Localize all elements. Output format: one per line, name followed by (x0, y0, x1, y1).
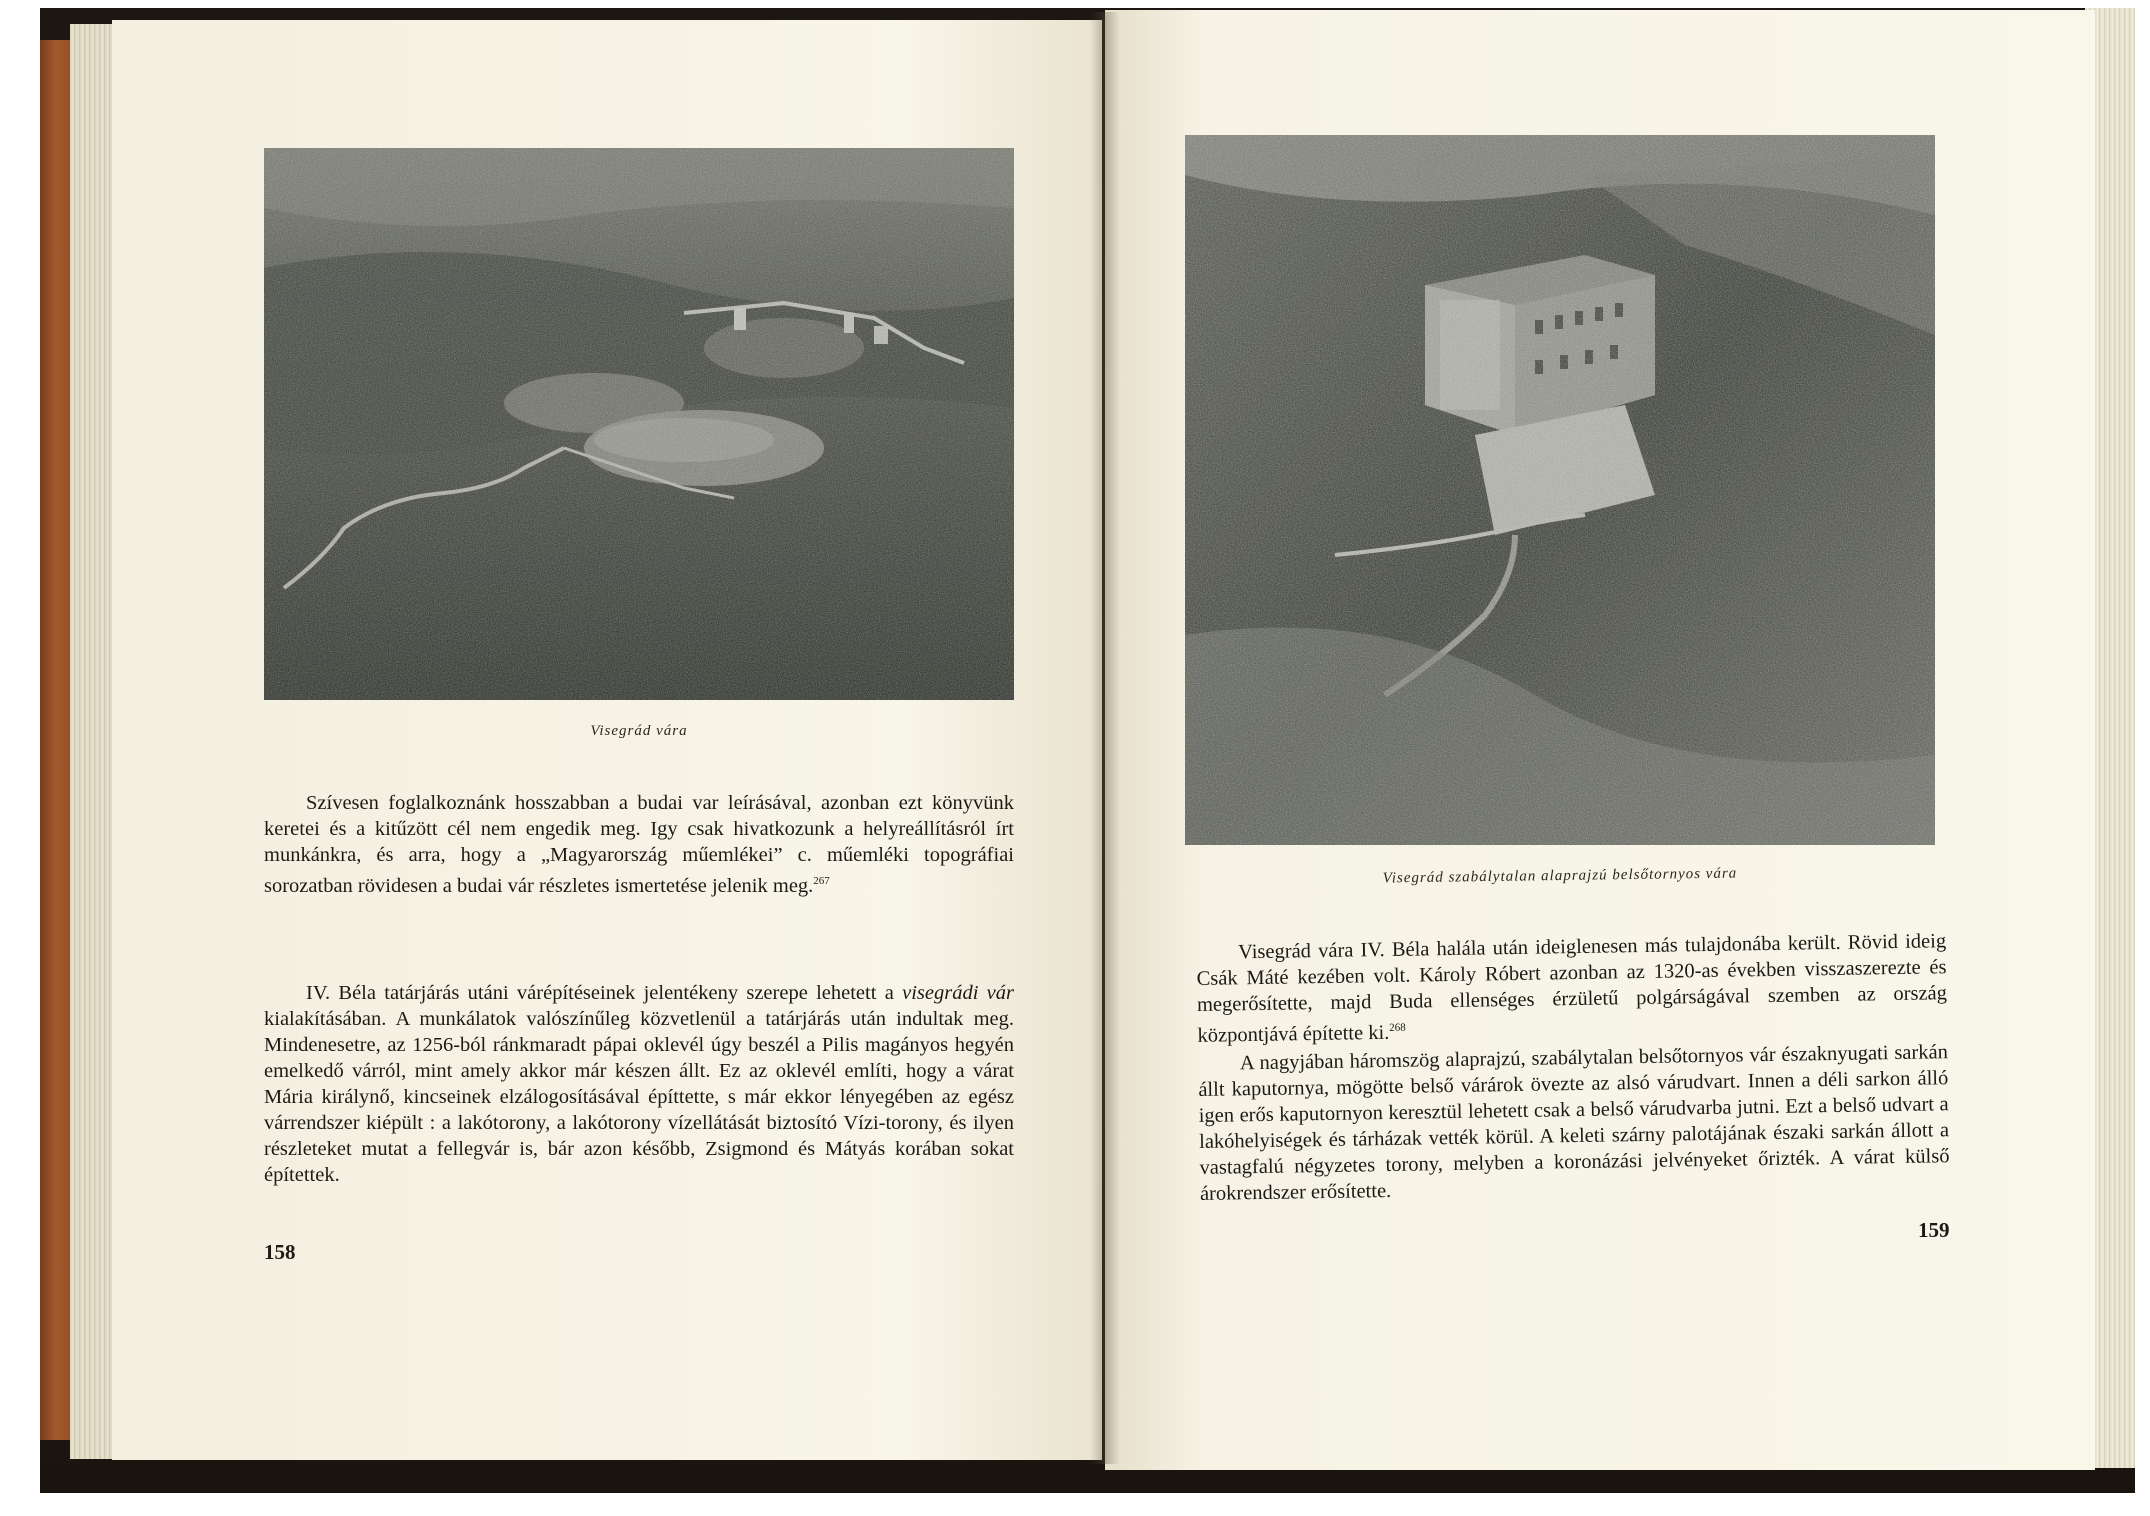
left-paragraph-1 (264, 790, 1014, 899)
book-gutter (1090, 12, 1120, 1464)
left-paragraph-2-start: IV. Béla tatárjárás utáni várépítéseinek jelentékeny szerepe lehetett a (306, 982, 903, 1004)
castle-aerial-photo-left (264, 148, 1014, 700)
right-text-block (1196, 928, 1950, 1207)
footnote-ref-268: 268 (1389, 1021, 1406, 1034)
left-paragraph-2-end: kialakításában. A munkálatok valószínűleg közvetlenül a tatárjárás után indultak meg. Mindenesetre, az 1256-ból ránkmaradt pápai oklevél úgy beszél a Pilis magányos hegyén emelkedő várról, mint amely akkor már készen állt. Ez az oklevél említi, hogy a várat Mária királynő, kincseinek elzálogosításával építtette, s már ekkor lényegében az egész várrendszer kiépült : a lakótorony, a lakótorony vízellátását biztosító Vízi-torony, és ilyen részleteket mutat a fellegvár is, bár azon később, Zsigmond és Mátyás korában sokat építettek. (264, 1008, 1014, 1186)
right-photo-caption: Visegrád szabálytalan alaprajzú belsőtornyos vára (1382, 865, 1738, 887)
footnote-ref-267: 267 (813, 875, 830, 887)
page-number-left: 158 (264, 1240, 296, 1264)
right-paragraph-1-text: Visegrád vára IV. Béla halála után ideiglenesen más tulajdonába került. Rövid ideig Csák Máté kezében volt. Károly Róbert azonban az 1320-as években visszaszerezte és megerősítette, majd Buda ellenséges érzületű polgárságával szemben az ország központjává építette ki. (1196, 930, 1948, 1047)
left-paragraph-2-italic: visegrádi vár (902, 982, 1014, 1004)
right-paragraph-1 (1196, 928, 1948, 1049)
left-photo-caption: Visegrád vára (590, 723, 688, 739)
right-paragraph-2: A nagyjában háromszög alaprajzú, szabálytalan belsőtornyos vár északnyugati sarkán állt kaputornya, mögötte belső várárok övezte az alsó várudvart. Innen a déli sarkon álló igen erős kaputornyon keresztül lehetett csak a belső várudvarba jutni. Ezt a belső udvart a lakóhelyiségek és tárházak vették körül. A keleti szárny palotájának északi sarkán állott a vastagfalú négyzetes torony, melyben a koronázási jelvényeket őrizték. A várat külső árokrendszer erősítette. (1198, 1041, 1950, 1205)
page-number-right: 159 (1918, 1218, 1950, 1242)
left-paragraph-2 (264, 980, 1014, 1188)
left-paragraph-1-text: Szívesen foglalkoznánk hosszabban a budai var leírásával, azonban ezt könyvünk keretei és a kitűzött cél nem engedik meg. Igy csak hivatkozunk a helyreállításról írt munkánkra, és arra, hogy a „Magyarország műemlékei” c. műemléki topográfiai sorozatban rövidesen a budai vár részletes ismertetése jelenik meg. (264, 792, 1014, 897)
castle-aerial-photo-right (1185, 135, 1935, 845)
